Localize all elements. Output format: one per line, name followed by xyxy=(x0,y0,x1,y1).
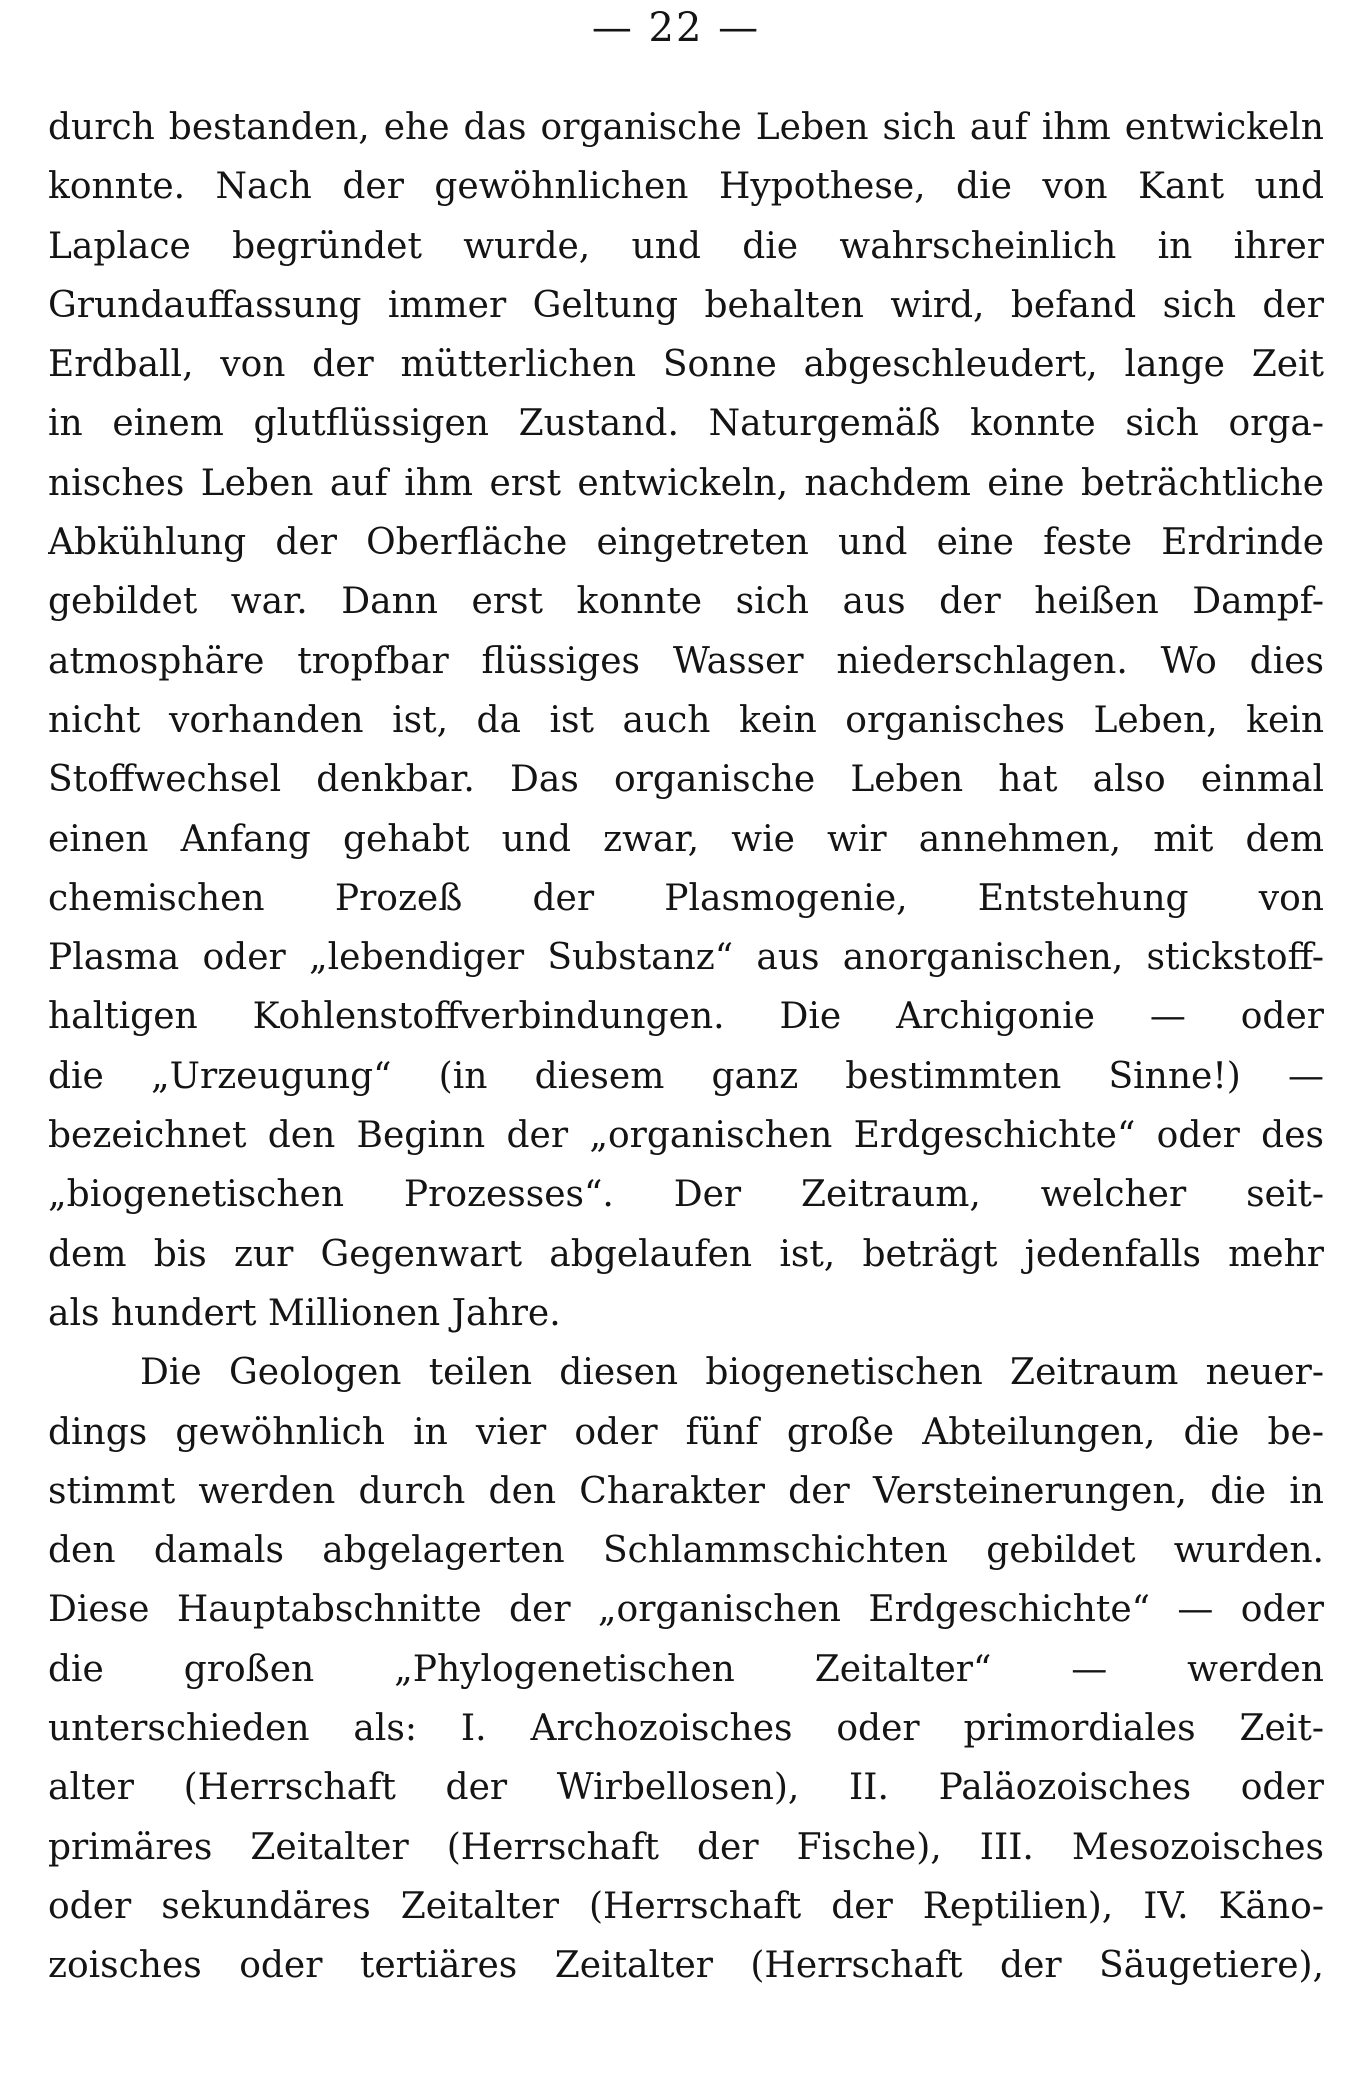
text-line: atmosphäre tropfbar flüssiges Wasser niederschlagen. Wo dies xyxy=(48,640,1324,682)
text-line: alter (Herrschaft der Wirbellosen), II. Paläozoisches oder xyxy=(48,1767,1324,1809)
text-line: primäres Zeitalter (Herrschaft der Fische), III. Mesozoisches xyxy=(48,1826,1324,1868)
body-text xyxy=(48,98,1324,1996)
text-line: chemischen Prozeß der Plasmogenie, Entstehung von xyxy=(48,877,1324,919)
text-line: oder sekundäres Zeitalter (Herrschaft der Reptilien), IV. Käno- xyxy=(48,1885,1324,1927)
text-line: in einem glutflüssigen Zustand. Naturgemäß konnte sich orga- xyxy=(48,403,1324,445)
text-line: als hundert Millionen Jahre. xyxy=(48,1292,561,1334)
text-line: bezeichnet den Beginn der „organischen Erdgeschichte“ oder des xyxy=(48,1115,1324,1157)
text-line: stimmt werden durch den Charakter der Versteinerungen, die in xyxy=(48,1470,1324,1512)
text-line: Abkühlung der Oberfläche eingetreten und eine feste Erdrinde xyxy=(48,522,1324,564)
text-line: haltigen Kohlenstoffverbindungen. Die Archigonie — oder xyxy=(48,996,1324,1038)
text-line: die „Urzeugung“ (in diesem ganz bestimmten Sinne!) — xyxy=(48,1055,1324,1097)
text-line: nisches Leben auf ihm erst entwickeln, nachdem eine beträchtliche xyxy=(48,462,1324,504)
text-line: einen Anfang gehabt und zwar, wie wir annehmen, mit dem xyxy=(48,818,1324,860)
text-line: Erdball, von der mütterlichen Sonne abgeschleudert, lange Zeit xyxy=(48,344,1324,386)
text-line: Stoffwechsel denkbar. Das organische Leben hat also einmal xyxy=(48,759,1324,801)
text-line: Die Geologen teilen diesen biogenetischen Zeitraum neuer- xyxy=(140,1352,1324,1394)
text-line: nicht vorhanden ist, da ist auch kein organisches Leben, kein xyxy=(48,699,1324,741)
text-line: Plasma oder „lebendiger Substanz“ aus anorganischen, stickstoff- xyxy=(48,937,1324,979)
text-line: durch bestanden, ehe das organische Leben sich auf ihm entwickeln xyxy=(48,107,1324,148)
paragraph-2 xyxy=(48,1343,1324,1995)
text-line: dings gewöhnlich in vier oder fünf große Abteilungen, die be- xyxy=(48,1411,1324,1453)
text-line: unterschieden als: I. Archozoisches oder primordiales Zeit- xyxy=(48,1708,1324,1750)
text-line: dem bis zur Gegenwart abgelaufen ist, beträgt jedenfalls mehr xyxy=(48,1233,1324,1275)
text-line: Grundauffassung immer Geltung behalten wird, befand sich der xyxy=(48,284,1324,326)
text-line: die großen „Phylogenetischen Zeitalter“ — werden xyxy=(48,1648,1324,1690)
text-line: zoisches oder tertiäres Zeitalter (Herrschaft der Säugetiere), xyxy=(48,1945,1324,1987)
text-line: den damals abgelagerten Schlammschichten gebildet wurden. xyxy=(48,1530,1324,1572)
page-number: — 22 — xyxy=(591,5,761,51)
text-line: Diese Hauptabschnitte der „organischen Erdgeschichte“ — oder xyxy=(48,1589,1324,1631)
text-line: gebildet war. Dann erst konnte sich aus der heißen Dampf- xyxy=(48,581,1324,623)
paragraph-1 xyxy=(48,98,1324,1343)
text-line: Laplace begründet wurde, und die wahrscheinlich in ihrer xyxy=(48,225,1324,267)
text-line: konnte. Nach der gewöhnlichen Hypothese, die von Kant und xyxy=(48,166,1324,208)
text-line: „biogenetischen Prozesses“. Der Zeitraum, welcher seit- xyxy=(48,1174,1324,1216)
